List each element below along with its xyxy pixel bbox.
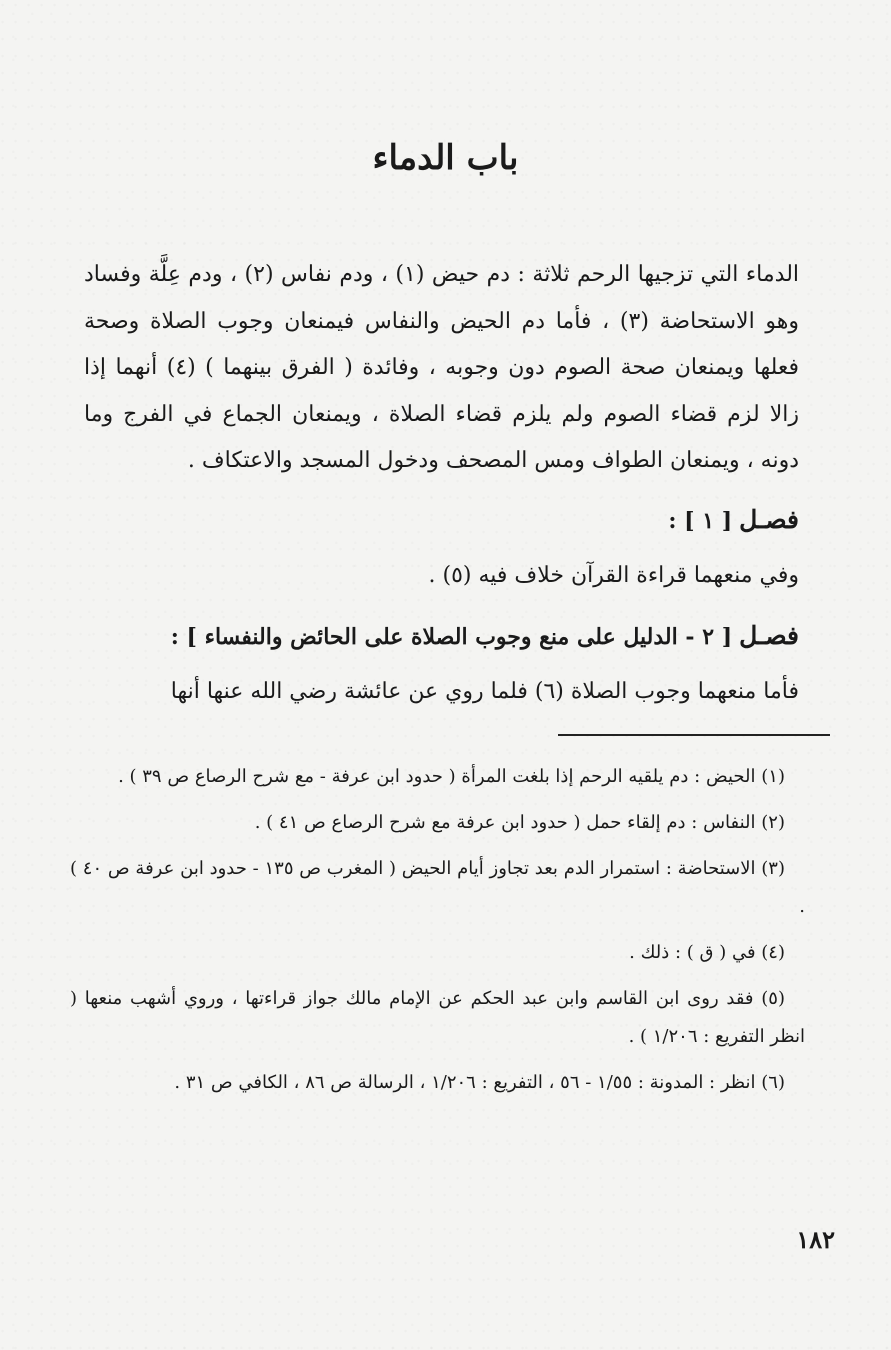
footnote: (٦) انظر : المدونة : ١/٥٥ - ٥٦ ، التفريع : ١/٢٠٦ ، الرسالة ص ٨٦ ، الكافي ص ٣١ . (174, 1072, 785, 1093)
footnote: (٣) الاستحاضة : استمرار الدم بعد تجاوز أيام الحيض ( المغرب ص ١٣٥ - حدود ابن عرفة ص ٤٠ ) . (70, 858, 805, 917)
section-label: فصـل (739, 505, 799, 534)
footnotes (70, 758, 805, 1110)
section-heading-2 (84, 616, 799, 658)
section-label: فصـل (739, 621, 799, 650)
page-number: ١٨٢ (796, 1225, 835, 1254)
footnote-separator (558, 734, 830, 736)
section-heading-1 (84, 500, 799, 542)
section-paragraph-1: وفي منعهما قراءة القرآن خلاف فيه (٥) . (428, 563, 799, 588)
section-paragraph-2: فأما منعهما وجوب الصلاة (٦) فلما روي عن عائشة رضي الله عنها أنها (170, 679, 799, 704)
footnote: (٢) النفاس : دم إلقاء حمل ( حدود ابن عرفة مع شرح الرصاع ص ٤١ ) . (254, 812, 785, 833)
section-heading-text: [ ٢ - الدليل على منع وجوب الصلاة على الحائض والنفساء ] : (170, 624, 733, 650)
footnote: (١) الحيض : دم يلقيه الرحم إذا بلغت المرأة ( حدود ابن عرفة - مع شرح الرصاع ص ٣٩ ) . (118, 766, 785, 787)
intro-paragraph: الدماء التي تزجيها الرحم ثلاثة : دم حيض (١) ، ودم نفاس (٢) ، ودم عِلَّة وفساد وهو الاستحاضة (٣) ، فأما دم الحيض والنفاس فيمنعان وجوب الصلاة وصحة فعلها ويمنعان صحة الصوم دون وجوبه ، وفائدة ( الفرق بينهما ) (٤) أنهما إذا زالا لزم قضاء الصوم ولم يلزم قضاء الصلاة ، ويمنعان الجماع في الفرج وما دونه ، ويمنعان الطواف ومس المصحف ودخول المسجد والاعتكاف . (84, 262, 800, 473)
chapter-title: باب الدماء (372, 138, 519, 178)
section-heading-text: [ ١ ] : (668, 508, 733, 534)
footnote: (٤) في ( ق ) : ذلك . (629, 942, 785, 963)
footnote: (٥) فقد روى ابن القاسم وابن عبد الحكم عن الإمام مالك جواز قراءتها ، وروي أشهب منعها ( انظر التفريع : ١/٢٠٦ ) . (70, 988, 805, 1047)
